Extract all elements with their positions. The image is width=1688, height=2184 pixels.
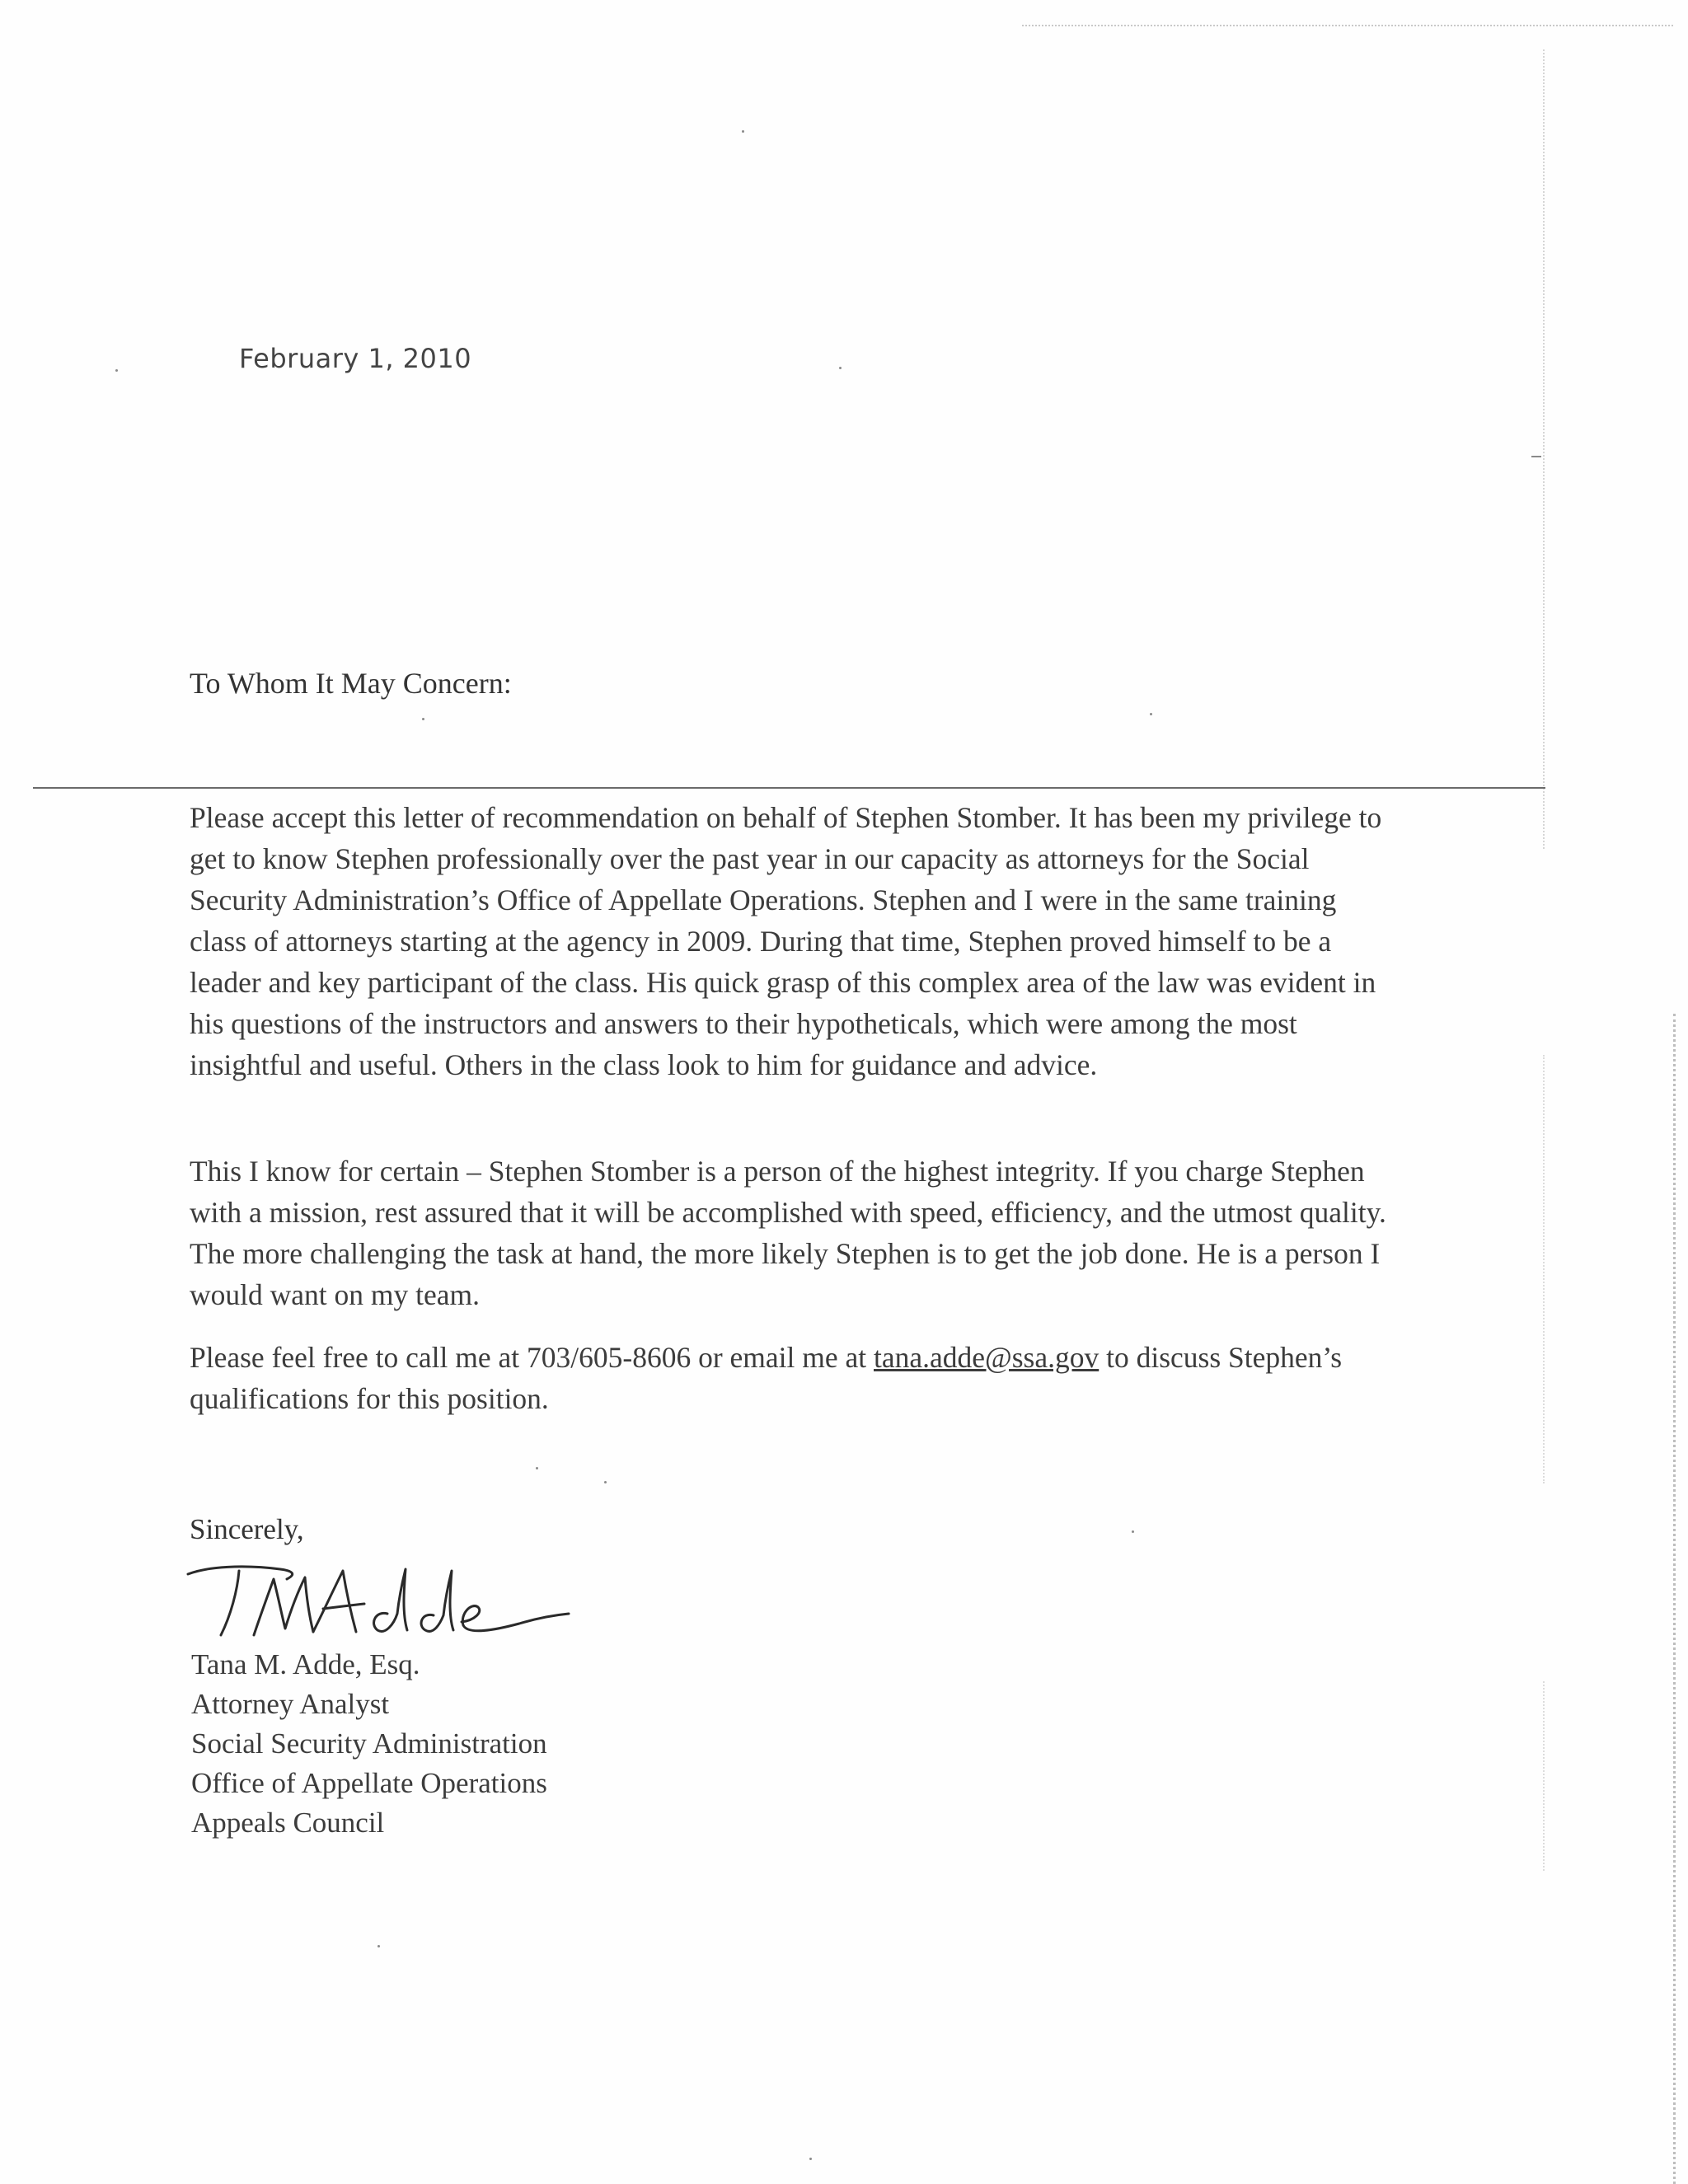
scan-speck: [115, 369, 118, 372]
scan-speck: [604, 1481, 607, 1483]
scan-speck: [422, 718, 424, 720]
signature-block: [191, 1645, 547, 1843]
signer-office: Office of Appellate Operations: [191, 1767, 547, 1799]
signer-council: Appeals Council: [191, 1807, 385, 1839]
handwritten-signature: [181, 1549, 577, 1648]
scan-artifact-tick: [1531, 456, 1541, 457]
email-link[interactable]: tana.adde@ssa.gov: [874, 1341, 1100, 1374]
horizontal-rule: [33, 787, 1545, 789]
signer-title: Attorney Analyst: [191, 1688, 390, 1720]
contact-text-after: to discuss Stephen’s qualifications for this position.: [190, 1341, 1343, 1415]
paragraph-integrity: This I know for certain – Stephen Stomber is a person of the highest integrity. If you charge Stephen with a mission, rest assured that it will be accomplished with speed, efficiency, and the utmost quality. The more challenging the task at hand, the more likely Stephen is to get the job done. He is a person I would want on my team.: [190, 1155, 1386, 1311]
scan-artifact-top: [1022, 25, 1673, 26]
salutation: To Whom It May Concern:: [190, 667, 512, 700]
signer-name: Tana M. Adde, Esq.: [191, 1648, 420, 1680]
scan-artifact-right: [1543, 49, 1545, 849]
closing: Sincerely,: [190, 1513, 304, 1545]
scan-artifact-right-3: [1543, 1681, 1545, 1871]
scan-speck: [1150, 713, 1152, 715]
scan-speck: [536, 1467, 538, 1469]
scan-speck: [742, 130, 744, 133]
paragraph-contact: [190, 1337, 1393, 1419]
contact-text-before: Please feel free to call me at 703/605-8606 or email me at: [190, 1341, 874, 1374]
signer-org: Social Security Administration: [191, 1727, 547, 1760]
paragraph-recommendation: Please accept this letter of recommendation on behalf of Stephen Stomber. It has been my privilege to get to know Stephen professionally over the past year in our capacity as attorneys for the Social Security Administration’s Office of Appellate Operations. Stephen and I were in the same training class of attorneys starting at the agency in 2009. During that time, Stephen proved himself to be a leader and key participant of the class. His quick grasp of this complex area of the law was evident in his questions of the instructors and answers to their hypotheticals, which were among the most insightful and useful. Others in the class look to him for guidance and advice.: [190, 801, 1382, 1081]
scan-speck: [377, 1945, 380, 1947]
scan-speck: [1132, 1530, 1134, 1533]
scan-artifact-edge: [1673, 1014, 1676, 2184]
scan-artifact-right-2: [1543, 1055, 1545, 1483]
letter-date: February 1, 2010: [239, 343, 472, 374]
scan-speck: [809, 2158, 812, 2160]
scan-speck: [839, 367, 842, 369]
